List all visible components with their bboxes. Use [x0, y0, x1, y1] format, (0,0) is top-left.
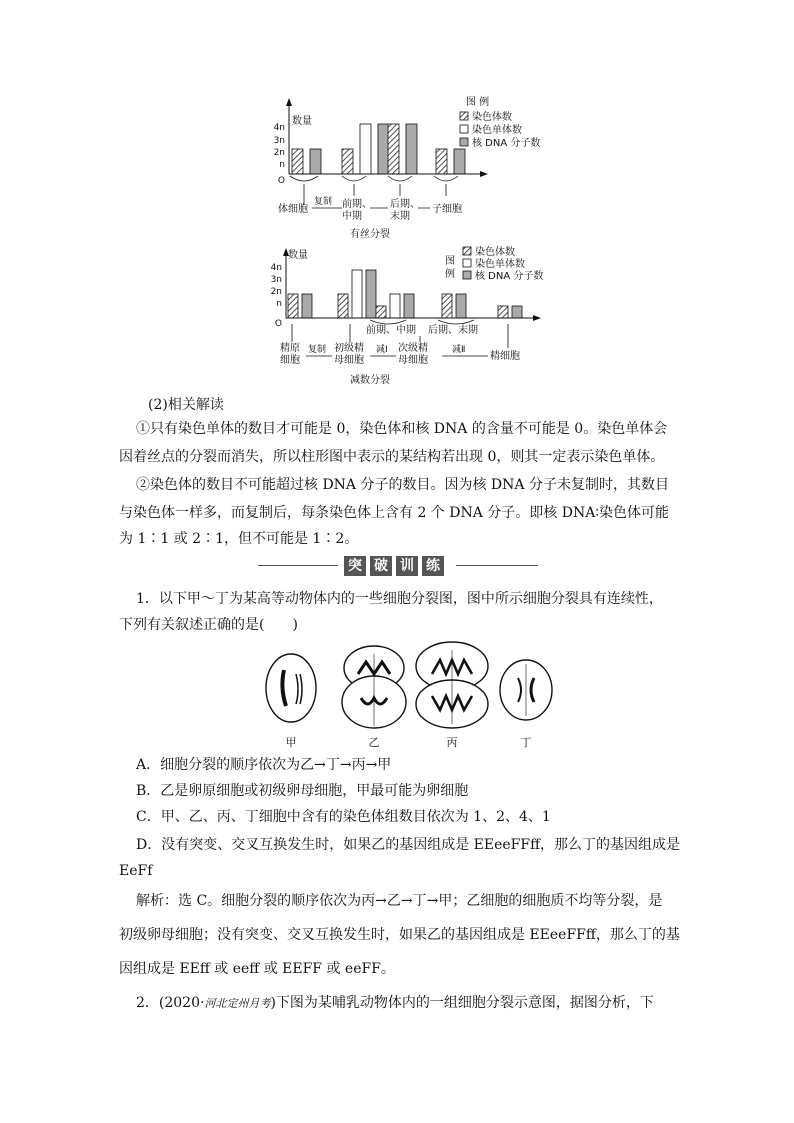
- y-tick-3n: 3n: [270, 275, 282, 285]
- question-2-line-1: [136, 990, 654, 1017]
- legend-label-dna: 核 DNA 分子数: [472, 138, 541, 149]
- legend-swatch-chromatid: [463, 259, 471, 267]
- bar-chromosome-3: [376, 306, 386, 318]
- bar-chromosome-1: [288, 294, 298, 318]
- option-b[interactable]: B．乙是卵原细胞或初级卵母细胞，甲最可能为卵细胞: [136, 783, 469, 799]
- stage-prophase-metaphase-1: 前期、: [342, 199, 372, 210]
- bar-dna-2: [378, 124, 389, 174]
- chart1-caption: 有丝分裂: [350, 229, 390, 240]
- y-tick-origin: O: [274, 319, 282, 329]
- option-d-line-1[interactable]: D．没有突变、交叉互换发生时，如果乙的基因组成是 EEeeFFff，那么丁的基因组成是: [136, 837, 681, 853]
- bar-dna-1: [302, 294, 312, 318]
- y-axis-label: 数量: [288, 250, 308, 261]
- legend-label-chromosome: 染色体数: [472, 112, 512, 123]
- option-c[interactable]: C．甲、乙、丙、丁细胞中含有的染色体组数目依次为 1、2、4、1: [136, 809, 551, 825]
- bracket-4: [434, 176, 458, 181]
- banner-char: 突: [344, 556, 366, 576]
- question-1-line-2: 下列有关叙述正确的是( ): [119, 617, 298, 633]
- bar-dna-2: [366, 270, 376, 318]
- stage-spermatogonium-1: 精原: [280, 343, 300, 354]
- mitosis-chart: [270, 92, 570, 242]
- cell-ding: [500, 660, 552, 720]
- stage-daughter-cell: 子细胞: [432, 204, 462, 215]
- stage-sperm-cell: 精细胞: [490, 351, 520, 362]
- question-2-text: )下图为某哺乳动物体内的一组细胞分裂示意图，据图分析，下: [270, 995, 654, 1011]
- cell-label-yi: 乙: [368, 736, 380, 749]
- phase-anaphase-telophase: 后期、末期: [428, 325, 478, 336]
- stage-anaphase-telophase-1: 后期、: [390, 199, 420, 210]
- bar-chromosome-1: [292, 149, 303, 174]
- y-axis-label: 数量: [292, 116, 312, 127]
- y-tick-4n: 4n: [270, 263, 282, 273]
- bar-dna-3: [404, 294, 414, 318]
- section-title: (2)相关解读: [148, 397, 224, 413]
- cell-yi: [342, 646, 406, 728]
- question-1-line-1: 1．以下甲～丁为某高等动物体内的一些细胞分裂图，图中所示细胞分裂具有连续性，: [136, 591, 663, 607]
- cell-bing: [416, 642, 488, 728]
- bar-chromatid-3: [390, 294, 400, 318]
- legend-title-2: 例: [445, 269, 455, 280]
- stage-prophase-metaphase-2: 中期: [342, 211, 362, 222]
- bar-chromosome-2: [338, 294, 348, 318]
- banner-char: 训: [396, 556, 418, 576]
- bracket-phase2: [438, 320, 474, 324]
- bar-chromosome-2: [342, 149, 353, 174]
- banner-char: 破: [370, 556, 392, 576]
- legend-swatch-chromosome: [460, 112, 468, 120]
- chart2-caption: 减数分裂: [350, 375, 390, 386]
- phase-prophase-metaphase: 前期、中期: [366, 325, 416, 336]
- answer-line-1: 解析：选 C。细胞分裂的顺序依次为丙→乙→丁→甲；乙细胞的细胞质不均等分裂，是: [136, 893, 663, 909]
- meiosis-chart: [270, 244, 570, 389]
- y-tick-2n: 2n: [270, 287, 282, 297]
- legend-label-chromatid: 染色单体数: [475, 259, 525, 270]
- stage-replication: 复制: [314, 197, 333, 207]
- y-tick-2n: 2n: [273, 148, 285, 158]
- stage-anaphase-telophase-2: 末期: [390, 211, 410, 222]
- cell-label-jia: 甲: [285, 736, 297, 749]
- bar-chromatid-2: [360, 124, 371, 174]
- bar-chromosome-3: [388, 124, 399, 174]
- stage-primary-spermatocyte-2: 母细胞: [334, 355, 364, 366]
- stage-secondary-spermatocyte-1: 次级精: [398, 343, 428, 354]
- banner-rule-left: [258, 565, 338, 566]
- legend-swatch-chromosome: [463, 247, 471, 255]
- question-2-prefix: 2．(2020·: [136, 995, 205, 1011]
- stage-meiosis-1: 减Ⅰ: [376, 345, 388, 355]
- bar-dna-4: [454, 149, 465, 174]
- legend-label-chromatid: 染色单体数: [472, 125, 522, 136]
- paragraph-2-line-1: ②染色体的数目不可能超过核 DNA 分子的数目。因为核 DNA 分子未复制时，其数目: [136, 477, 669, 493]
- legend-label-chromosome: 染色体数: [475, 247, 515, 258]
- bar-chromosome-4: [436, 149, 447, 174]
- bracket-phase1: [370, 320, 406, 324]
- cell-division-figures: [256, 640, 556, 752]
- y-axis-arrow: [286, 98, 292, 106]
- option-a[interactable]: A．细胞分裂的顺序依次为乙→丁→丙→甲: [136, 757, 392, 773]
- y-tick-n: n: [276, 299, 282, 309]
- x-axis-arrow: [480, 171, 488, 177]
- legend-title-1: 图: [445, 256, 455, 267]
- y-tick-3n: 3n: [273, 136, 285, 146]
- bar-dna-1: [310, 149, 321, 174]
- cell-label-ding: 丁: [520, 736, 532, 749]
- banner-rule-right: [456, 565, 538, 566]
- option-d-line-2[interactable]: EeFf: [119, 863, 153, 879]
- stage-secondary-spermatocyte-2: 母细胞: [398, 355, 428, 366]
- bracket-2: [342, 176, 366, 181]
- bar-dna-4: [456, 294, 466, 318]
- cell-jia: [266, 654, 316, 722]
- stage-meiosis-2: 减Ⅱ: [452, 345, 466, 355]
- bracket-3: [388, 176, 412, 181]
- y-tick-4n: 4n: [273, 123, 285, 133]
- paragraph-1-line-1: ①只有染色单体的数目才可能是 0，染色体和核 DNA 的含量不可能是 0。染色单体会: [136, 421, 668, 437]
- legend-label-dna: 核 DNA 分子数: [475, 271, 544, 282]
- stage-primary-spermatocyte-1: 初级精: [334, 343, 364, 354]
- bar-chromosome-4: [442, 294, 452, 318]
- y-tick-origin: O: [277, 176, 285, 186]
- cell-label-bing: 丙: [446, 736, 458, 749]
- bar-dna-3: [406, 124, 417, 174]
- stage-replication: 复制: [308, 345, 327, 355]
- paragraph-1-line-2: 因着丝点的分裂而消失，所以柱形图中表示的某结构若出现 0，则其一定表示染色单体。: [119, 449, 665, 465]
- legend-swatch-chromatid: [460, 125, 468, 133]
- bar-chromatid-2: [352, 270, 362, 318]
- bar-chromosome-5: [498, 306, 508, 318]
- banner-char: 练: [422, 556, 444, 576]
- section-banner: [342, 555, 446, 576]
- stage-somatic-cell: 体细胞: [278, 204, 308, 215]
- paragraph-2-line-2: 与染色体一样多，而复制后，每条染色体上含有 2 个 DNA 分子。即核 DNA∶染色体可能: [119, 505, 669, 521]
- legend-swatch-dna: [463, 271, 471, 279]
- answer-line-3: 因组成是 EEff 或 eeff 或 EEFF 或 eeFF。: [119, 961, 395, 977]
- legend-title: 图 例: [466, 97, 490, 108]
- legend-swatch-dna: [460, 138, 468, 146]
- question-2-source: 河北定州月考: [204, 997, 271, 1010]
- y-tick-n: n: [279, 160, 285, 170]
- bracket-1: [290, 176, 318, 181]
- answer-line-2: 初级卵母细胞；没有突变、交叉互换发生时，如果乙的基因组成是 EEeeFFff，那么丁的基: [119, 927, 680, 943]
- x-axis-arrow: [533, 315, 541, 321]
- paragraph-2-line-3: 为 1∶1 或 2∶1，但不可能是 1∶2。: [119, 531, 359, 547]
- bar-dna-5: [512, 306, 522, 318]
- stage-spermatogonium-2: 细胞: [280, 355, 300, 366]
